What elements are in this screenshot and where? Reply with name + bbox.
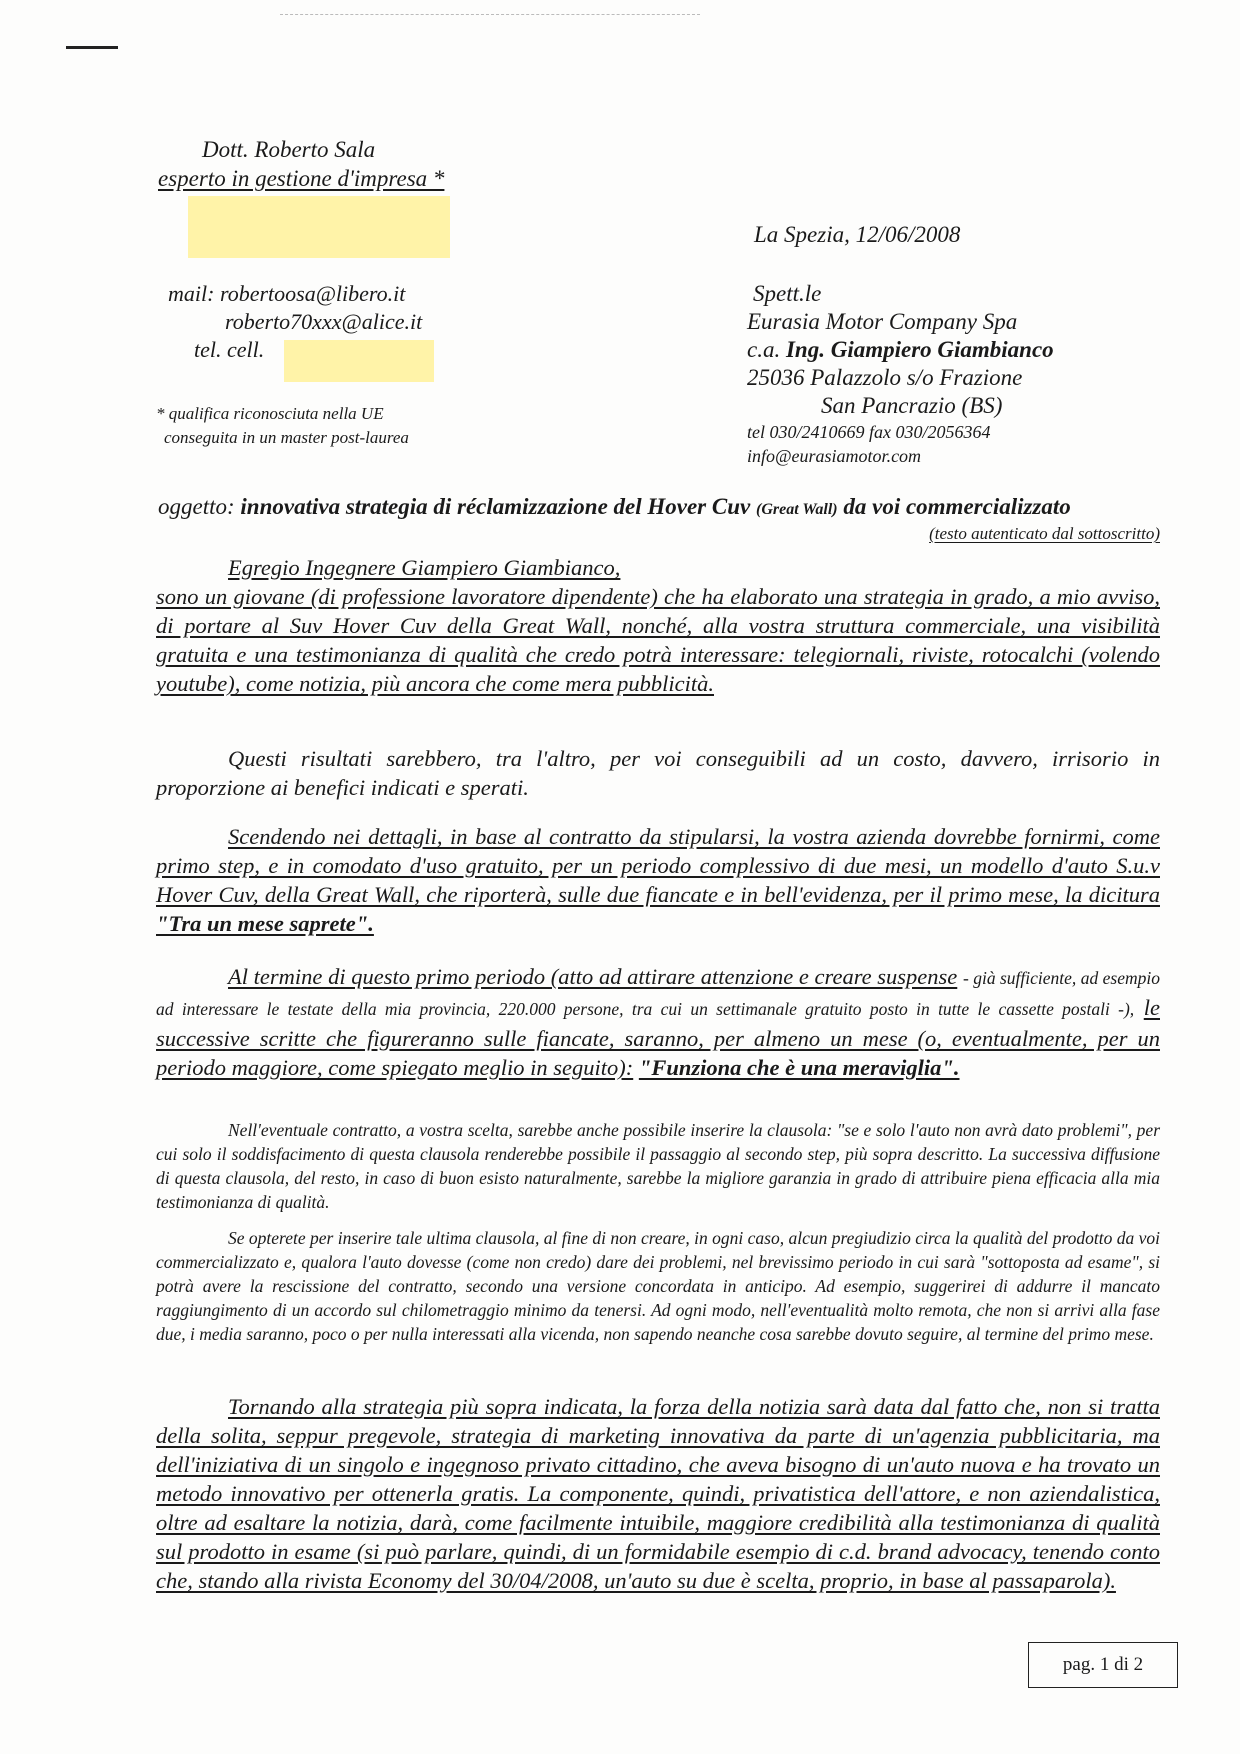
note-line-2: conseguita in un master post-laurea [164, 428, 409, 447]
recipient-contacts: tel 030/2410669 fax 030/2056364 [747, 422, 991, 442]
phone-label: tel. cell. [194, 337, 265, 362]
margin-dash [66, 46, 118, 49]
paragraph-1: sono un giovane (di professione lavoratore dipendente) che ha elaborato una strategia in grado, a mio avviso, di portare al Suv Hover Cuv della Great Wall, nonché, alla vostra struttura commerciale, una visibilità gratuita e una testimonianza di qualità che credo potrà interessare: telegiornali, riviste, rotocalchi (volendo youtube), come notizia, più ancora che come mera pubblicità. [156, 584, 1160, 696]
subject-brand: (Great Wall) [755, 501, 838, 518]
recipient-street: 25036 Palazzolo s/o Frazione [747, 365, 1023, 390]
recipient-city: San Pancrazio (BS) [821, 393, 1003, 418]
recipient-attn: c.a. Ing. Giampiero Giambianco [747, 337, 1054, 362]
subject-text-a: innovativa strategia di réclamizzazione del Hover Cuv [240, 494, 751, 519]
paragraph-2: Questi risultati sarebbero, tra l'altro, per voi conseguibili ad un costo, davvero, irrisorio in proporzione ai benefici indicati e sperati. [156, 746, 1160, 800]
subject-line [158, 494, 1158, 520]
page-number: pag. 1 di 2 [1028, 1642, 1178, 1688]
recipient-salutation: Spett.le [753, 281, 822, 306]
sender-email-1: robertoosa@libero.it [219, 281, 406, 306]
sender-name: Dott. Roberto Sala [202, 137, 376, 162]
paragraph-3: Scendendo nei dettagli, in base al contratto da stipularsi, la vostra azienda dovrebbe fornirmi, come primo step, e in comodato d'uso gratuito, per un periodo complessivo di due mesi, un modello d'auto S.u.v Hover Cuv, della Great Wall, che riporterà, sulle due fiancate e in bell'evidenza, per il primo mese, la dicitura "Tra un mese saprete". [156, 824, 1160, 936]
recipient-company: Eurasia Motor Company Spa [747, 309, 1018, 334]
paragraph-7: Tornando alla strategia più sopra indicata, la forza della notizia sarà data dal fatto che, non si tratta della solita, seppur pregevole, strategia di marketing innovativa da parte di un'agenzia pubblicitaria, ma dell'iniziativa di un singolo e ingegnoso privato cittadino, che aveva bisogno di un'auto nuova e ha trovato un metodo innovativo per ottenerla gratis. La componente, quindi, privatistica dell'attore, e non aziendalistica, oltre ad esaltare la notizia, darà, come facilmente intuibile, maggiore credibilità alla testimonianza di qualità sul prodotto in esame (si può parlare, quindi, di un formidabile esempio di c.d. brand advocacy, tenendo conto che, stando alla rivista Economy del 30/04/2008, un'auto su due è scelta, proprio, in base al passaparola). [156, 1394, 1160, 1593]
note-line-1: * qualifica riconosciuta nella UE [156, 404, 384, 423]
paragraph-5: Nell'eventuale contratto, a vostra scelta, sarebbe anche possibile inserire la clausola: "se e solo l'auto non avrà dato problemi", per cui solo il soddisfacimento di questa clausola renderebbe possibile il passaggio al secondo step, più sopra descritto. La successiva diffusione di questa clausola, del resto, in caso di buon esisto naturalmente, sarebbe la migliore garanzia in grado di attribuire piena efficacia alla mia testimonianza di qualità. [156, 1120, 1160, 1212]
recipient-block [747, 280, 1054, 468]
redacted-highlight [188, 196, 450, 258]
scan-artifact [280, 14, 700, 16]
redacted-phone-highlight [284, 340, 434, 382]
recipient-name: Ing. Giampiero Giambianco [785, 337, 1054, 362]
sender-block [158, 135, 444, 193]
authentication-note: (testo autenticato dal sottoscritto) [929, 524, 1160, 543]
letter-date: La Spezia, 12/06/2008 [754, 222, 961, 247]
subject-text-b: da voi commercializzato [843, 494, 1071, 519]
paragraph-4: Al termine di questo primo periodo (atto ad attirare attenzione e creare suspense - già sufficiente, ad esempio ad interessare le testate della mia provincia, 220.000 persone, tra cui un settimanale gratuito posto in tutte le cassette postali -), le successive scritte che figureranno sulle fiancate, saranno, per almeno un mese (o, eventualmente, per un periodo maggiore, come spiegato meglio in seguito): "Funziona che è una meraviglia". [156, 964, 1160, 1080]
greeting: Egregio Ingegnere Giampiero Giambianco, [228, 555, 621, 580]
sender-email-row [168, 280, 422, 308]
mail-label: mail: [168, 281, 215, 306]
subject-label: oggetto: [158, 494, 235, 519]
quote-funziona: "Funziona che è una meraviglia". [638, 1055, 960, 1080]
sender-email-2: roberto70xxx@alice.it [225, 309, 423, 334]
paragraph-6: Se opterete per inserire tale ultima clausola, al fine di non creare, in ogni caso, alcun pregiudizio circa la qualità del prodotto da voi commercializzato e, qualora l'auto dovesse (come non credo) dare dei problemi, nel brevissimo periodo in cui sarà "sottoposta ad esame", si potrà avere la rescissione del contratto, secondo una versione concordata in anticipo. Ad esempio, suggerirei di addurre il mancato raggiungimento di un accordo sul chilometraggio minimo da tenersi. Ad ogni modo, nell'eventualità molto remota, che non si arrivi alla fase due, i media saranno, poco o per nulla interessati alla vicenda, non sapendo neanche cosa sarebbe dovuto seguire, al termine del primo mese. [156, 1228, 1160, 1344]
recipient-email: info@eurasiamotor.com [747, 446, 922, 466]
quote-tra-un-mese: "Tra un mese saprete". [156, 911, 374, 936]
sender-role: esperto in gestione d'impresa * [158, 166, 445, 191]
qualification-note [156, 402, 409, 450]
